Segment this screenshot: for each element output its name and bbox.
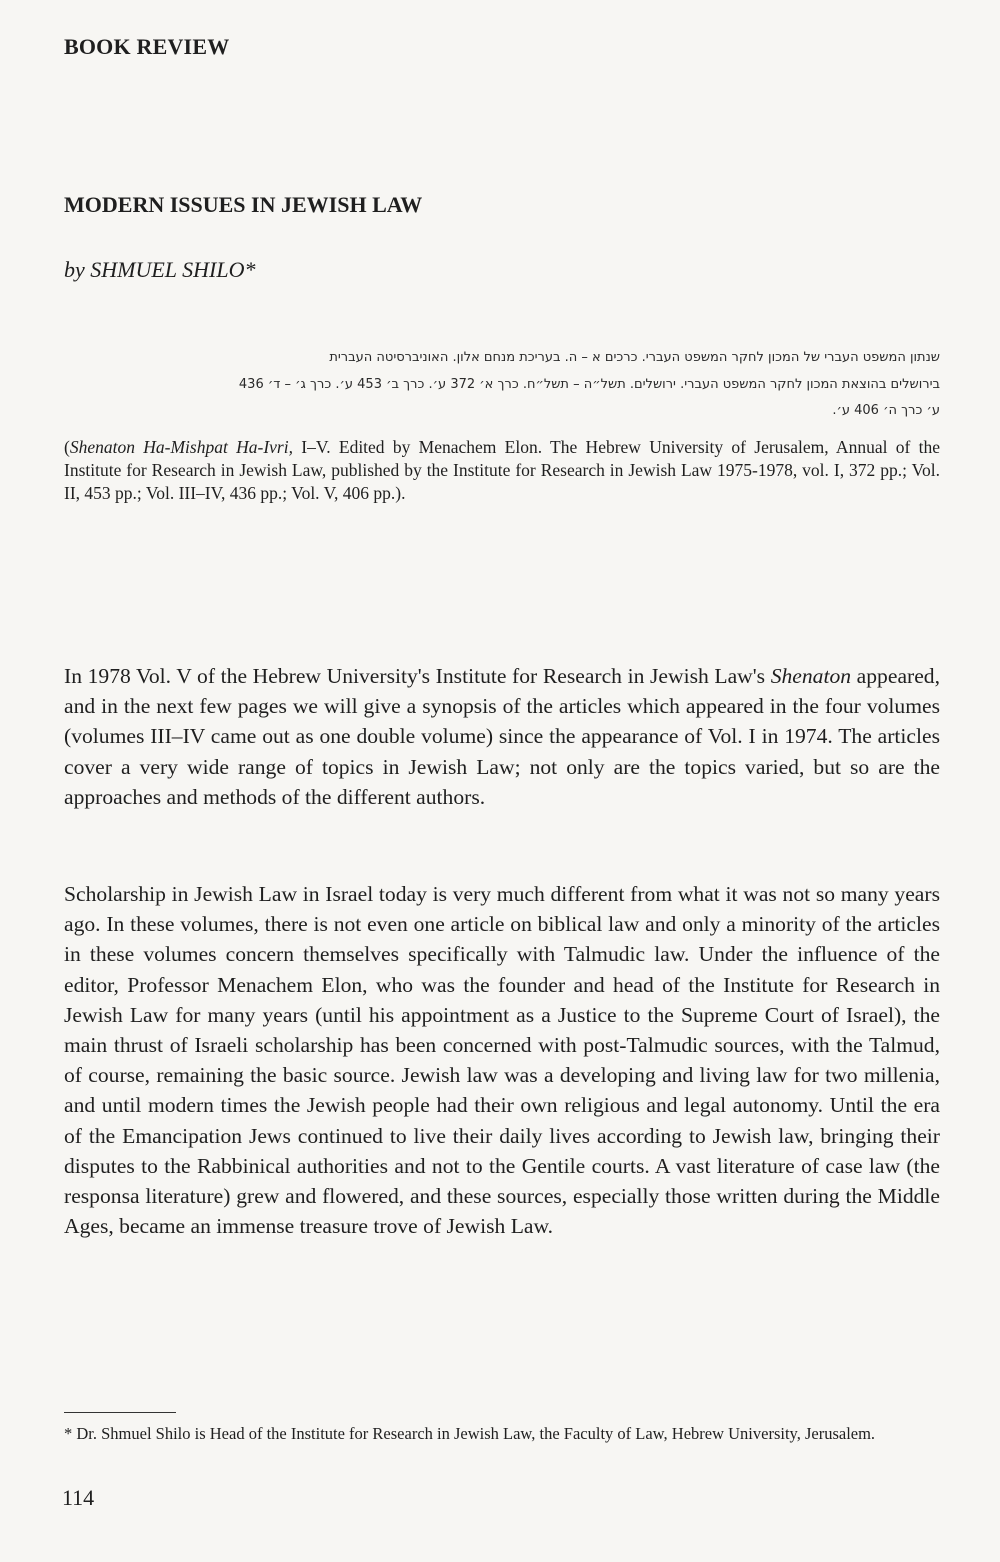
page-number: 114 [62,1485,95,1510]
body-paragraph-1 [64,661,940,812]
paragraph-1-italic: Shenaton [770,664,852,688]
paragraph-1-end: appeared, and in the next few pages we will give a synopsis of the articles which appeared in the four volumes (volumes III–IV came out as one double volume) since the appearance of Vol. I in 1974. The articles cover a very wide range of topics in Jewish Law; not only are the topics varied, but so are the approaches and methods of the different authors. [64,664,940,809]
footnote: * Dr. Shmuel Shilo is Head of the Institute for Research in Jewish Law, the Faculty of Law, Hebrew University, Jerusalem. [64,1424,876,1443]
hebrew-citation-line-2: בירושלים בהוצאת המכון לחקר המשפט העברי. ירושלים. תשל״ה – תשל״ח. כרך א׳ 372 ע׳. כרך ב׳ 453 ע׳. כרך ג׳ – ד׳ 436 [238,377,940,392]
article-byline: by SHMUEL SHILO* [64,257,256,282]
section-label: BOOK REVIEW [64,34,230,59]
article-title: MODERN ISSUES IN JEWISH LAW [64,192,423,217]
paragraph-1-start: In 1978 Vol. V of the Hebrew University's Institute for Research in Jewish Law's [64,664,771,688]
body-paragraph-2: Scholarship in Jewish Law in Israel today is very much different from what it was not so many years ago. In these volumes, there is not even one article on biblical law and only a minority of the articles in these volumes concern themselves specifically with Talmudic law. Under the influence of the editor, Professor Menachem Elon, who was the founder and head of the Institute for Research in Jewish Law for many years (until his appointment as a Justice to the Supreme Court of Israel), the main thrust of Israeli scholarship has been concerned with post-Talmudic sources, with the Talmud, of course, remaining the basic source. Jewish law was a developing and living law for two millenia, and until modern times the Jewish people had their own religious and legal autonomy. Until the era of the Emancipation Jews continued to live their daily lives according to Jewish law, bringing their disputes to the Rabbinical authorities and not to the Gentile courts. A vast literature of case law (the responsa literature) grew and flowered, and these sources, especially those written during the Middle Ages, became an immense treasure trove of Jewish Law. [64,882,940,1239]
hebrew-citation-line-1: שנתון המשפט העברי של המכון לחקר המשפט העברי. כרכים א – ה. בעריכת מנחם אלון. האוניברסיטה העברית [329,350,940,365]
citation-details: I–V. Edited by Menachem Elon. The Hebrew University of Jerusalem, Annual of the Institute for Research in Jewish Law, published by the Institute for Research in Jewish Law 1975-1978, vol. I, 372 pp.; Vol. II, 453 pp.; Vol. III–IV, 436 pp.; Vol. V, 406 pp.). [64,437,940,504]
hebrew-citation-line-3: ע׳ כרך ה׳ 406 ע׳. [832,403,940,418]
citation-title: Shenaton Ha-Mishpat Ha-Ivri, [69,437,293,457]
footnote-divider [64,1412,176,1413]
english-citation: (Shenaton Ha-Mishpat Ha-Ivri, I–V. Edited by Menachem Elon. The Hebrew University of Jerusalem, Annual of the Institute for Research in Jewish Law, published by the Institute for Research in Jewish Law 1975-1978, vol. I, 372 pp.; Vol. II, 453 pp.; Vol. III–IV, 436 pp.; Vol. V, 406 pp.). [64,437,940,504]
